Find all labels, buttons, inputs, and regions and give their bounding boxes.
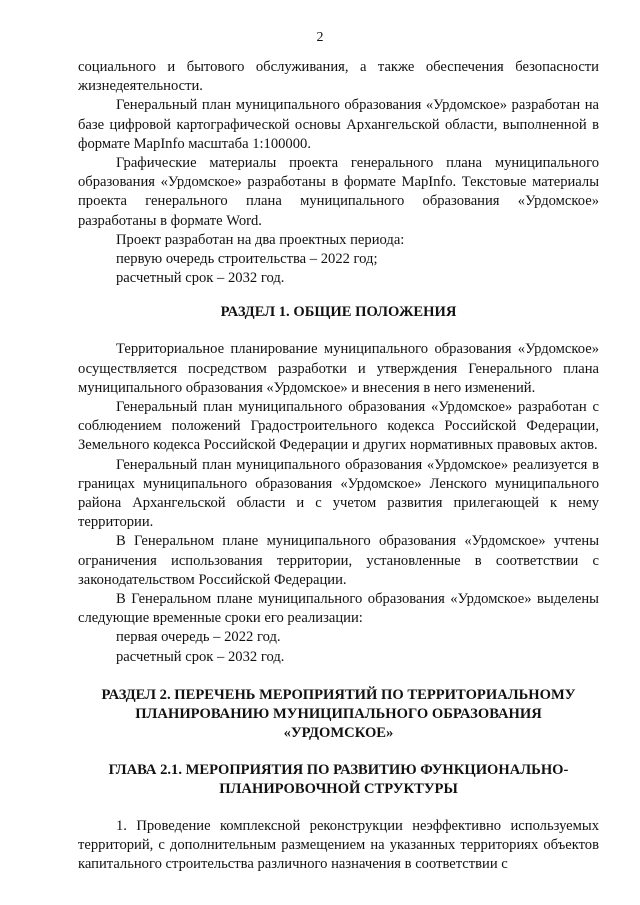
section-1-paragraph-2: Генеральный план муниципального образования «Урдомское» разработан с соблюдением положений Градостроительного кодекса Российской Федерации, Земельного кодекса Российской Федерации и других нормативных правовых актов. (78, 399, 599, 454)
period-first-stage: первую очередь строительства – 2022 год; (116, 251, 378, 268)
section-1-title: РАЗДЕЛ 1. ОБЩИЕ ПОЛОЖЕНИЯ (220, 304, 457, 321)
section-1-first-stage: первая очередь – 2022 год. (116, 629, 281, 646)
section-1-calc-term: расчетный срок – 2032 год. (116, 648, 285, 665)
section-1-paragraph-5: В Генеральном плане муниципального образования «Урдомское» выделены следующие временные сроки его реализации: (78, 591, 599, 627)
section-2-title-line-3: «УРДОМСКОЕ» (283, 724, 394, 741)
section-1-paragraph-4: В Генеральном плане муниципального образования «Урдомское» учтены ограничения использования территории, установленные в соответствии с законодательством Российской Федерации. (78, 533, 599, 588)
period-calc-term: расчетный срок – 2032 год. (116, 270, 285, 287)
section-2-title-line-1: РАЗДЕЛ 2. ПЕРЕЧЕНЬ МЕРОПРИЯТИЙ ПО ТЕРРИТОРИАЛЬНОМУ (101, 686, 576, 703)
section-2-title-line-2: ПЛАНИРОВАНИЮ МУНИЦИПАЛЬНОГО ОБРАЗОВАНИЯ (135, 705, 542, 722)
chapter-2-1-title-line-2: ПЛАНИРОВОЧНОЙ СТРУКТУРЫ (219, 780, 458, 797)
section-1-paragraph-1: Территориальное планирование муниципального образования «Урдомское» осуществляется посредством разработки и утверждения Генерального плана муниципального образования «Урдомское» и внесения в него изменений. (78, 341, 599, 396)
intro-paragraph-2: Генеральный план муниципального образования «Урдомское» разработан на базе цифровой картографической основы Архангельской области, выполненной в формате MapInfo масштаба 1:100000. (78, 97, 599, 152)
chapter-2-1-title-line-1: ГЛАВА 2.1. МЕРОПРИЯТИЯ ПО РАЗВИТИЮ ФУНКЦИОНАЛЬНО- (108, 761, 569, 778)
page-number: 2 (316, 30, 324, 45)
periods-lead: Проект разработан на два проектных периода: (116, 231, 405, 248)
section-2-title (78, 686, 599, 743)
chapter-2-1-paragraph-1: 1. Проведение комплексной реконструкции неэффективно используемых территорий, с дополнительным размещением на указанных территориях объектов капитального строительства различного назначения в соответствии с (78, 817, 599, 873)
intro-paragraph-1: социального и бытового обслуживания, а также обеспечения безопасности жизнедеятельности. (78, 59, 599, 95)
document-body (78, 58, 599, 875)
intro-paragraph-3: Графические материалы проекта генерального плана муниципального образования «Урдомское» разработаны в формате MapInfo. Текстовые материалы проекта генерального плана муниципального образования «Урдомское» разработаны в формате Word. (78, 155, 599, 229)
chapter-2-1-title (78, 761, 599, 799)
section-1-paragraph-3: Генеральный план муниципального образования «Урдомское» реализуется в границах муниципального образования «Урдомское» Ленского муниципального района Архангельской области и с учетом развития прилегающей к нему территории. (78, 456, 599, 531)
